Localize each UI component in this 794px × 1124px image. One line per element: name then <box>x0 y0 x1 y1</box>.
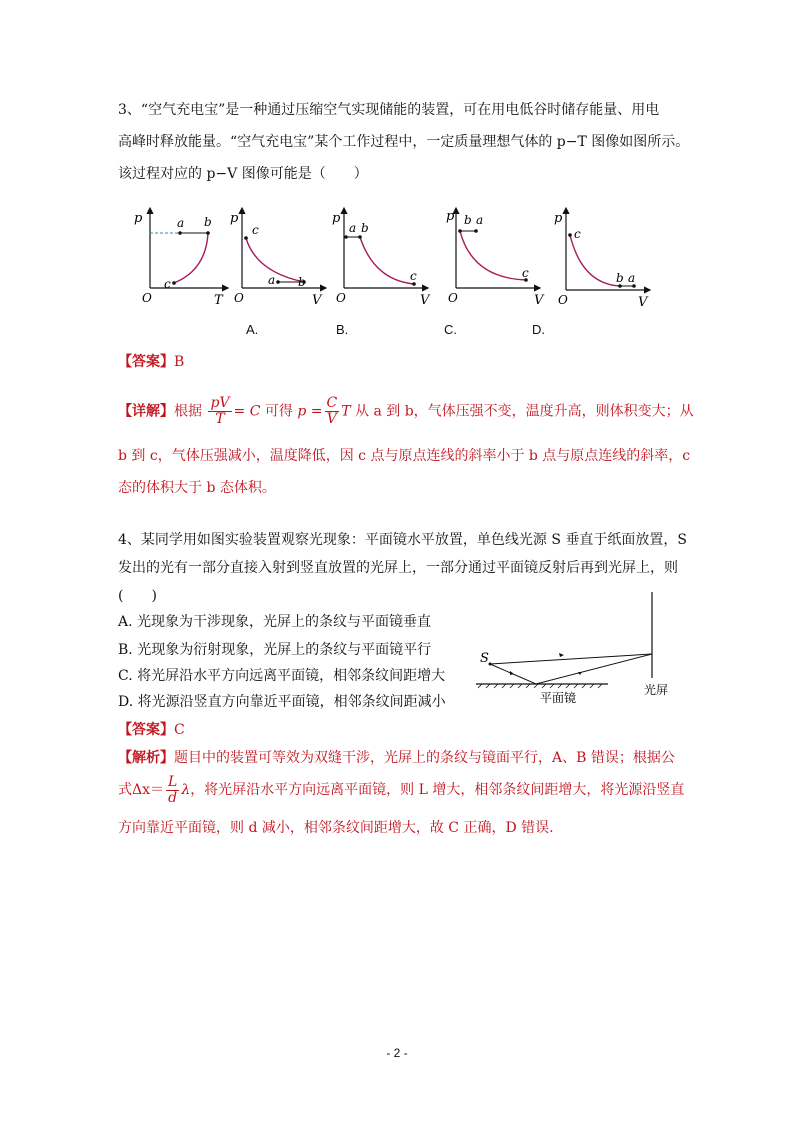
q3-answer <box>118 352 184 372</box>
equation-part: T <box>341 403 351 420</box>
point-c-label: c <box>522 266 529 280</box>
q4-stem-line3: ( ) <box>118 588 157 604</box>
answer-label: 【答案】 <box>118 722 174 738</box>
origin-label: O <box>234 291 244 305</box>
detail-text: 从 a 到 b，气体压强不变，温度升高，则体积变大；从 <box>355 403 694 420</box>
analysis-text: 题目中的装置可等效为双缝干涉，光屏上的条纹与镜面平行，A、B 错误；根据公 <box>174 750 675 766</box>
q4-analysis-line1 <box>118 748 675 768</box>
option-c-graph <box>446 200 546 310</box>
q4-stem-line1: 4、某同学用如图实验装置观察光现象：平面镜水平放置，单色线光源 S 垂直于纸面放置，S <box>118 532 687 548</box>
axis-p-label: p <box>554 211 563 226</box>
screen-label: 光屏 <box>644 683 669 697</box>
answer-value: B <box>174 354 185 370</box>
fraction-numerator: pV <box>210 395 230 411</box>
q3-stem-line2: 高峰时释放能量。“空气充电宝”某个工作过程中，一定质量理想气体的 p−T 图像如图所示。 <box>118 134 690 150</box>
q3-detail-line3: 态的体积大于 b 态体积。 <box>118 480 276 496</box>
fraction-numerator: L <box>168 773 178 790</box>
equation-part: = C <box>233 403 261 420</box>
point-a-label: a <box>628 271 636 285</box>
axis-p-label: p <box>230 211 239 226</box>
option-b-graph <box>334 200 434 310</box>
option-b-label: B. <box>336 322 349 337</box>
page-number: - 2 - <box>386 1046 408 1060</box>
fraction-denominator: T <box>215 411 225 427</box>
wavelength-symbol: λ <box>181 782 191 798</box>
q3-stem-line3: 该过程对应的 p−V 图像可能是（ ） <box>118 166 368 182</box>
q4-analysis-line2 <box>118 772 684 808</box>
q4-option-a: A. 光现象为干涉现象，光屏上的条纹与平面镜垂直 <box>118 614 432 630</box>
point-c-label: c <box>410 269 417 283</box>
fraction-pv-over-t <box>208 396 231 427</box>
q3-detail-line2: b 到 c，气体压强减小，温度降低，因 c 点与原点连线的斜率小于 b 点与原点连线的斜率，c <box>118 448 691 464</box>
q4-option-c: C. 将光屏沿水平方向远离平面镜，相邻条纹间距增大 <box>118 668 446 684</box>
detail-text: 根据 <box>174 403 202 420</box>
equation-part: p = <box>297 403 323 420</box>
axis-t-label: T <box>214 293 223 308</box>
source-label: S <box>480 651 489 666</box>
point-c-label: c <box>164 277 171 291</box>
mirror-label: 平面镜 <box>540 691 577 705</box>
option-d-graph <box>556 200 656 312</box>
origin-label: O <box>142 291 152 305</box>
origin-label: O <box>558 293 568 307</box>
axis-v-label: V <box>312 293 322 308</box>
fraction-l-over-d <box>166 775 179 806</box>
analysis-text: ，将光屏沿水平方向远离平面镜，则 L 增大，相邻条纹间距增大，将光源沿竖直 <box>190 782 685 798</box>
axis-v-label: V <box>420 293 430 308</box>
option-a-graph <box>232 200 332 310</box>
fraction-denominator: V <box>326 411 337 427</box>
point-c-label: c <box>574 227 581 241</box>
origin-label: O <box>448 291 458 305</box>
option-d-label: D. <box>532 322 545 337</box>
analysis-label: 【解析】 <box>118 750 174 766</box>
point-b-label: b <box>298 275 306 289</box>
point-a-label: a <box>177 216 185 230</box>
analysis-text: 式Δx＝ <box>118 782 165 798</box>
axis-v-label: V <box>534 293 544 308</box>
point-c-label: c <box>252 223 259 237</box>
origin-label: O <box>336 291 346 305</box>
q3-detail-line1 <box>118 396 694 427</box>
option-c-label: C. <box>444 322 457 337</box>
answer-value: C <box>174 722 185 738</box>
fraction-numerator: C <box>326 395 338 411</box>
point-b-label: b <box>204 215 212 229</box>
option-a-label: A. <box>246 322 259 337</box>
q4-option-d: D. 将光源沿竖直方向靠近平面镜，相邻条纹间距减小 <box>118 694 446 710</box>
point-b-label: b <box>361 221 369 235</box>
axis-v-label: V <box>638 295 648 310</box>
fraction-c-over-v <box>325 396 340 427</box>
q3-stem-line1: 3、“空气充电宝”是一种通过压缩空气实现储能的装置，可在用电低谷时储存能量、用电 <box>118 102 660 118</box>
detail-label: 【详解】 <box>118 403 174 420</box>
q4-stem-line2: 发出的光有一部分直接入射到竖直放置的光屏上，一部分通过平面镜反射后再到光屏上，则 <box>118 560 678 576</box>
point-a-label: a <box>476 213 484 227</box>
point-a-label: a <box>349 221 357 235</box>
q4-analysis-line3: 方向靠近平面镜，则 d 减小，相邻条纹间距增大，故 C 正确，D 错误. <box>118 820 554 836</box>
point-a-label: a <box>268 273 276 287</box>
q4-option-b: B. 光现象为衍射现象，光屏上的条纹与平面镜平行 <box>118 642 432 658</box>
point-b-label: b <box>464 213 472 227</box>
detail-text: 可得 <box>264 403 293 420</box>
axis-p-label: p <box>332 211 341 226</box>
axis-p-label: p <box>134 211 143 226</box>
pt-graph <box>128 200 230 310</box>
q4-answer <box>118 720 185 740</box>
fraction-denominator: d <box>168 789 178 806</box>
mirror-interference-diagram <box>472 590 672 710</box>
point-b-label: b <box>616 271 624 285</box>
answer-label: 【答案】 <box>118 354 174 370</box>
axis-p-label: p <box>446 209 455 224</box>
